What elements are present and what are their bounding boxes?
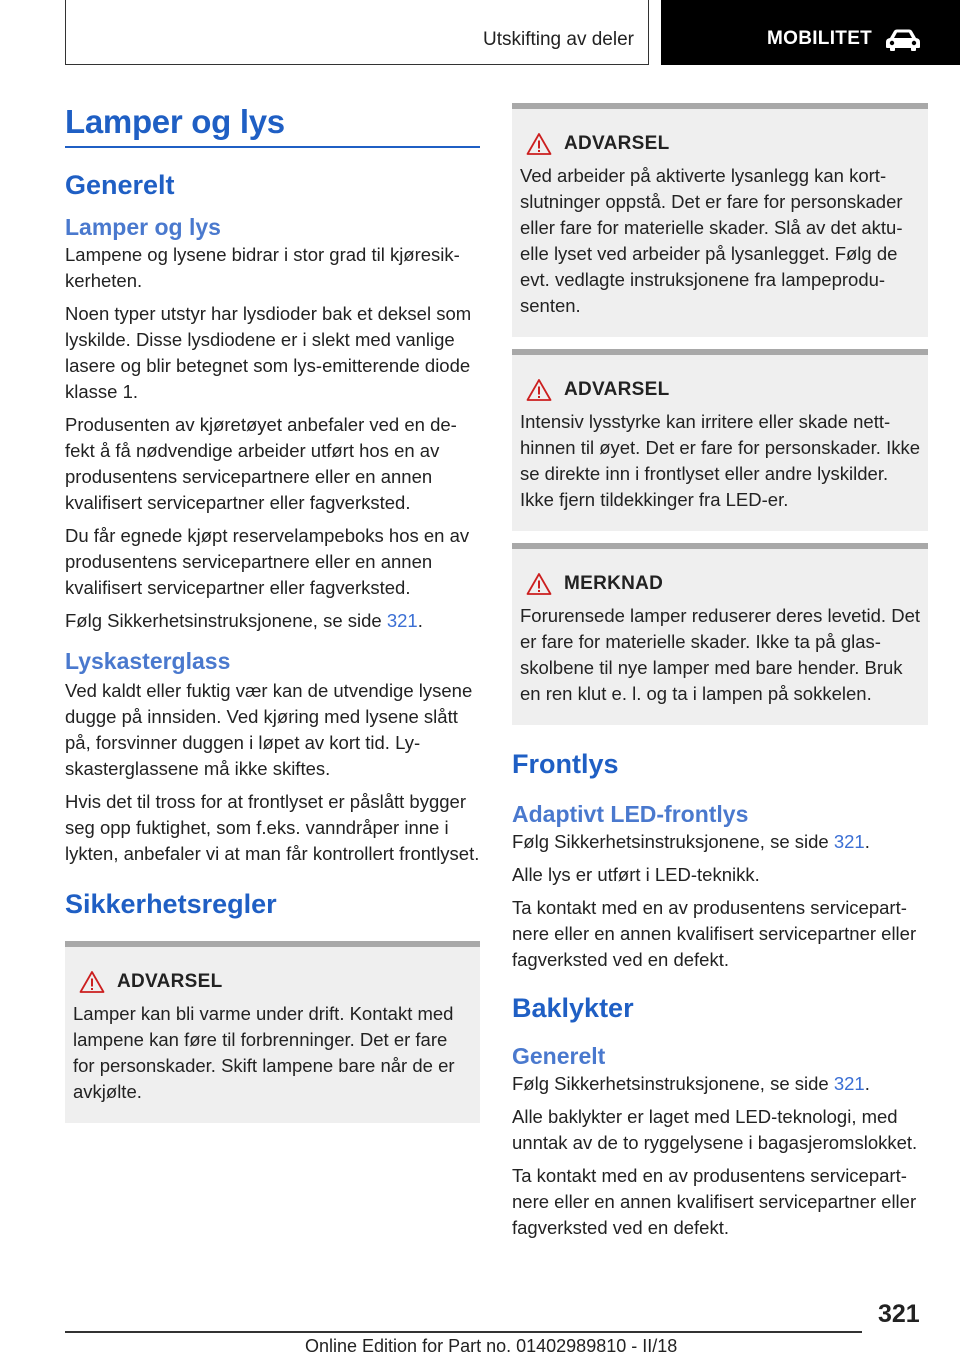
heading-generelt-baklykter: Generelt — [512, 1043, 606, 1069]
paragraph-text: . — [864, 1073, 870, 1094]
car-icon — [884, 28, 922, 52]
paragraph-text: Følg Sikkerhetsinstruksjonene, se side — [512, 1073, 834, 1094]
heading-frontlys: Frontlys — [512, 749, 619, 779]
paragraph: Ta kontakt med en av produsentens servicepartnere eller en annen kvalifisert servicepartner eller fagverksted ved en defekt. — [512, 1165, 917, 1238]
paragraph: Alle lys er utført i LED-teknikk. — [512, 864, 760, 885]
footer-edition: Online Edition for Part no. 01402989810 - II/18 — [305, 1336, 678, 1356]
paragraph — [512, 1071, 928, 1097]
warning-text: Lamper kan bli varme under drift. Kontakt med lampene kan føre til forbrenninger. Det er fare for personskader. Skift lampene bare når de er avkjølte. — [73, 1002, 455, 1102]
paragraph: Du får egnede kjøpt reservelampeboks hos en av produsentens servicepartnere eller en annen kvalifisert servicepartner eller fagverksted. — [65, 524, 470, 598]
page-link[interactable]: 321 — [833, 1073, 865, 1094]
page-link[interactable]: 321 — [833, 831, 865, 852]
paragraph: Ved kaldt eller fuktig vær kan de utvendige lysene dugge på innsiden. Ved kjøring med lysene slått på, forsvinner duggen i løpet av kort tid. Lyskasterglassene må ikke skiftes. — [65, 679, 473, 779]
warning-title: ADVARSEL — [117, 970, 223, 992]
paragraph: Noen typer utstyr har lysdioder bak et deksel som lyskilde. Disse lysdiodene er i slekt med vanlige lasere og blir betegnet som lys-emitterende diode klasse 1. — [65, 302, 472, 402]
paragraph — [512, 829, 928, 855]
warning-header — [520, 131, 920, 157]
warning-box — [512, 349, 928, 531]
paragraph-text: Følg Sikkerhetsinstruksjonene, se side — [65, 609, 387, 631]
warning-header — [73, 969, 472, 995]
page-link[interactable]: 321 — [386, 609, 418, 631]
heading-baklykter: Baklykter — [512, 993, 634, 1023]
paragraph: Produsenten av kjøretøyet anbefaler ved en defekt å få nødvendige arbeider utført hos en av produsentens servicepartnere eller en annen kvalifisert servicepartner eller fagverksted. — [65, 413, 457, 513]
note-text: Forurensede lamper reduserer deres levetid. Det er fare for materielle skader. Ikke ta på glasskolbene til nye lamper med bare hender. Bruk en ren klut e. l. og ta i lampen på sokkelen. — [520, 605, 920, 704]
heading-sikkerhetsregler: Sikkerhetsregler — [65, 888, 277, 919]
page-number: 321 — [878, 1300, 920, 1328]
warning-box — [65, 941, 480, 1123]
header-chapter-tab — [661, 0, 960, 65]
warning-triangle-icon — [79, 970, 105, 994]
title-divider — [65, 146, 480, 148]
left-column — [65, 100, 480, 1123]
paragraph: Lampene og lysene bidrar i stor grad til kjøresikkerheten. — [65, 243, 460, 291]
warning-triangle-icon — [526, 572, 552, 596]
paragraph-text: . — [864, 831, 870, 852]
paragraph: Alle baklykter er laget med LED-teknologi, med unntak av de to ryggelysene i bagasjeromslokket. — [512, 1106, 918, 1153]
warning-title: ADVARSEL — [564, 379, 670, 400]
warning-triangle-icon — [526, 378, 552, 402]
paragraph — [65, 608, 480, 634]
paragraph: Hvis det til tross for at frontlyset er påslått bygger seg opp fuktighet, som f.eks. vanndråper inne i lykten, anbefaler vi at man får kontrollert frontlyset. — [65, 790, 480, 864]
paragraph: Ta kontakt med en av produsentens servicepartnere eller en annen kvalifisert servicepartner eller fagverksted ved en defekt. — [512, 897, 917, 970]
note-title: MERKNAD — [564, 573, 664, 594]
heading-lamper-og-lys: Lamper og lys — [65, 213, 221, 240]
heading-adaptivt-led-frontlys: Adaptivt LED-frontlys — [512, 801, 749, 827]
right-column — [512, 103, 928, 1248]
warning-text: Intensiv lysstyrke kan irritere eller skade netthinnen til øyet. Det er fare for personskader. Ikke se direkte inn i frontlyset eller andre lyskilder. Ikke fjern tildekkinger fra LED-er. — [520, 411, 920, 510]
warning-triangle-icon — [526, 132, 552, 156]
heading-lyskasterglass: Lyskasterglass — [65, 647, 231, 674]
note-box — [512, 543, 928, 725]
footer-divider — [65, 1331, 862, 1333]
paragraph-text: . — [417, 609, 423, 631]
header-chapter-title: MOBILITET — [767, 28, 873, 49]
warning-title: ADVARSEL — [564, 133, 670, 154]
header-section-tab — [65, 0, 649, 65]
paragraph-text: Følg Sikkerhetsinstruksjonene, se side — [512, 831, 834, 852]
warning-box — [512, 103, 928, 337]
warning-text: Ved arbeider på aktiverte lysanlegg kan kortslutninger oppstå. Det er fare for personskader eller fare for materielle skader. Slå av det aktuelle lyset ved arbeider på lysanlegget. Følg de evt. vedlagte instruksjonene fra lampeprodusenten. — [520, 165, 903, 316]
header-section-title: Utskifting av deler — [482, 29, 634, 50]
page-title: Lamper og lys — [65, 103, 285, 140]
warning-header — [520, 377, 920, 403]
heading-generelt: Generelt — [65, 169, 175, 200]
note-header — [520, 571, 920, 597]
